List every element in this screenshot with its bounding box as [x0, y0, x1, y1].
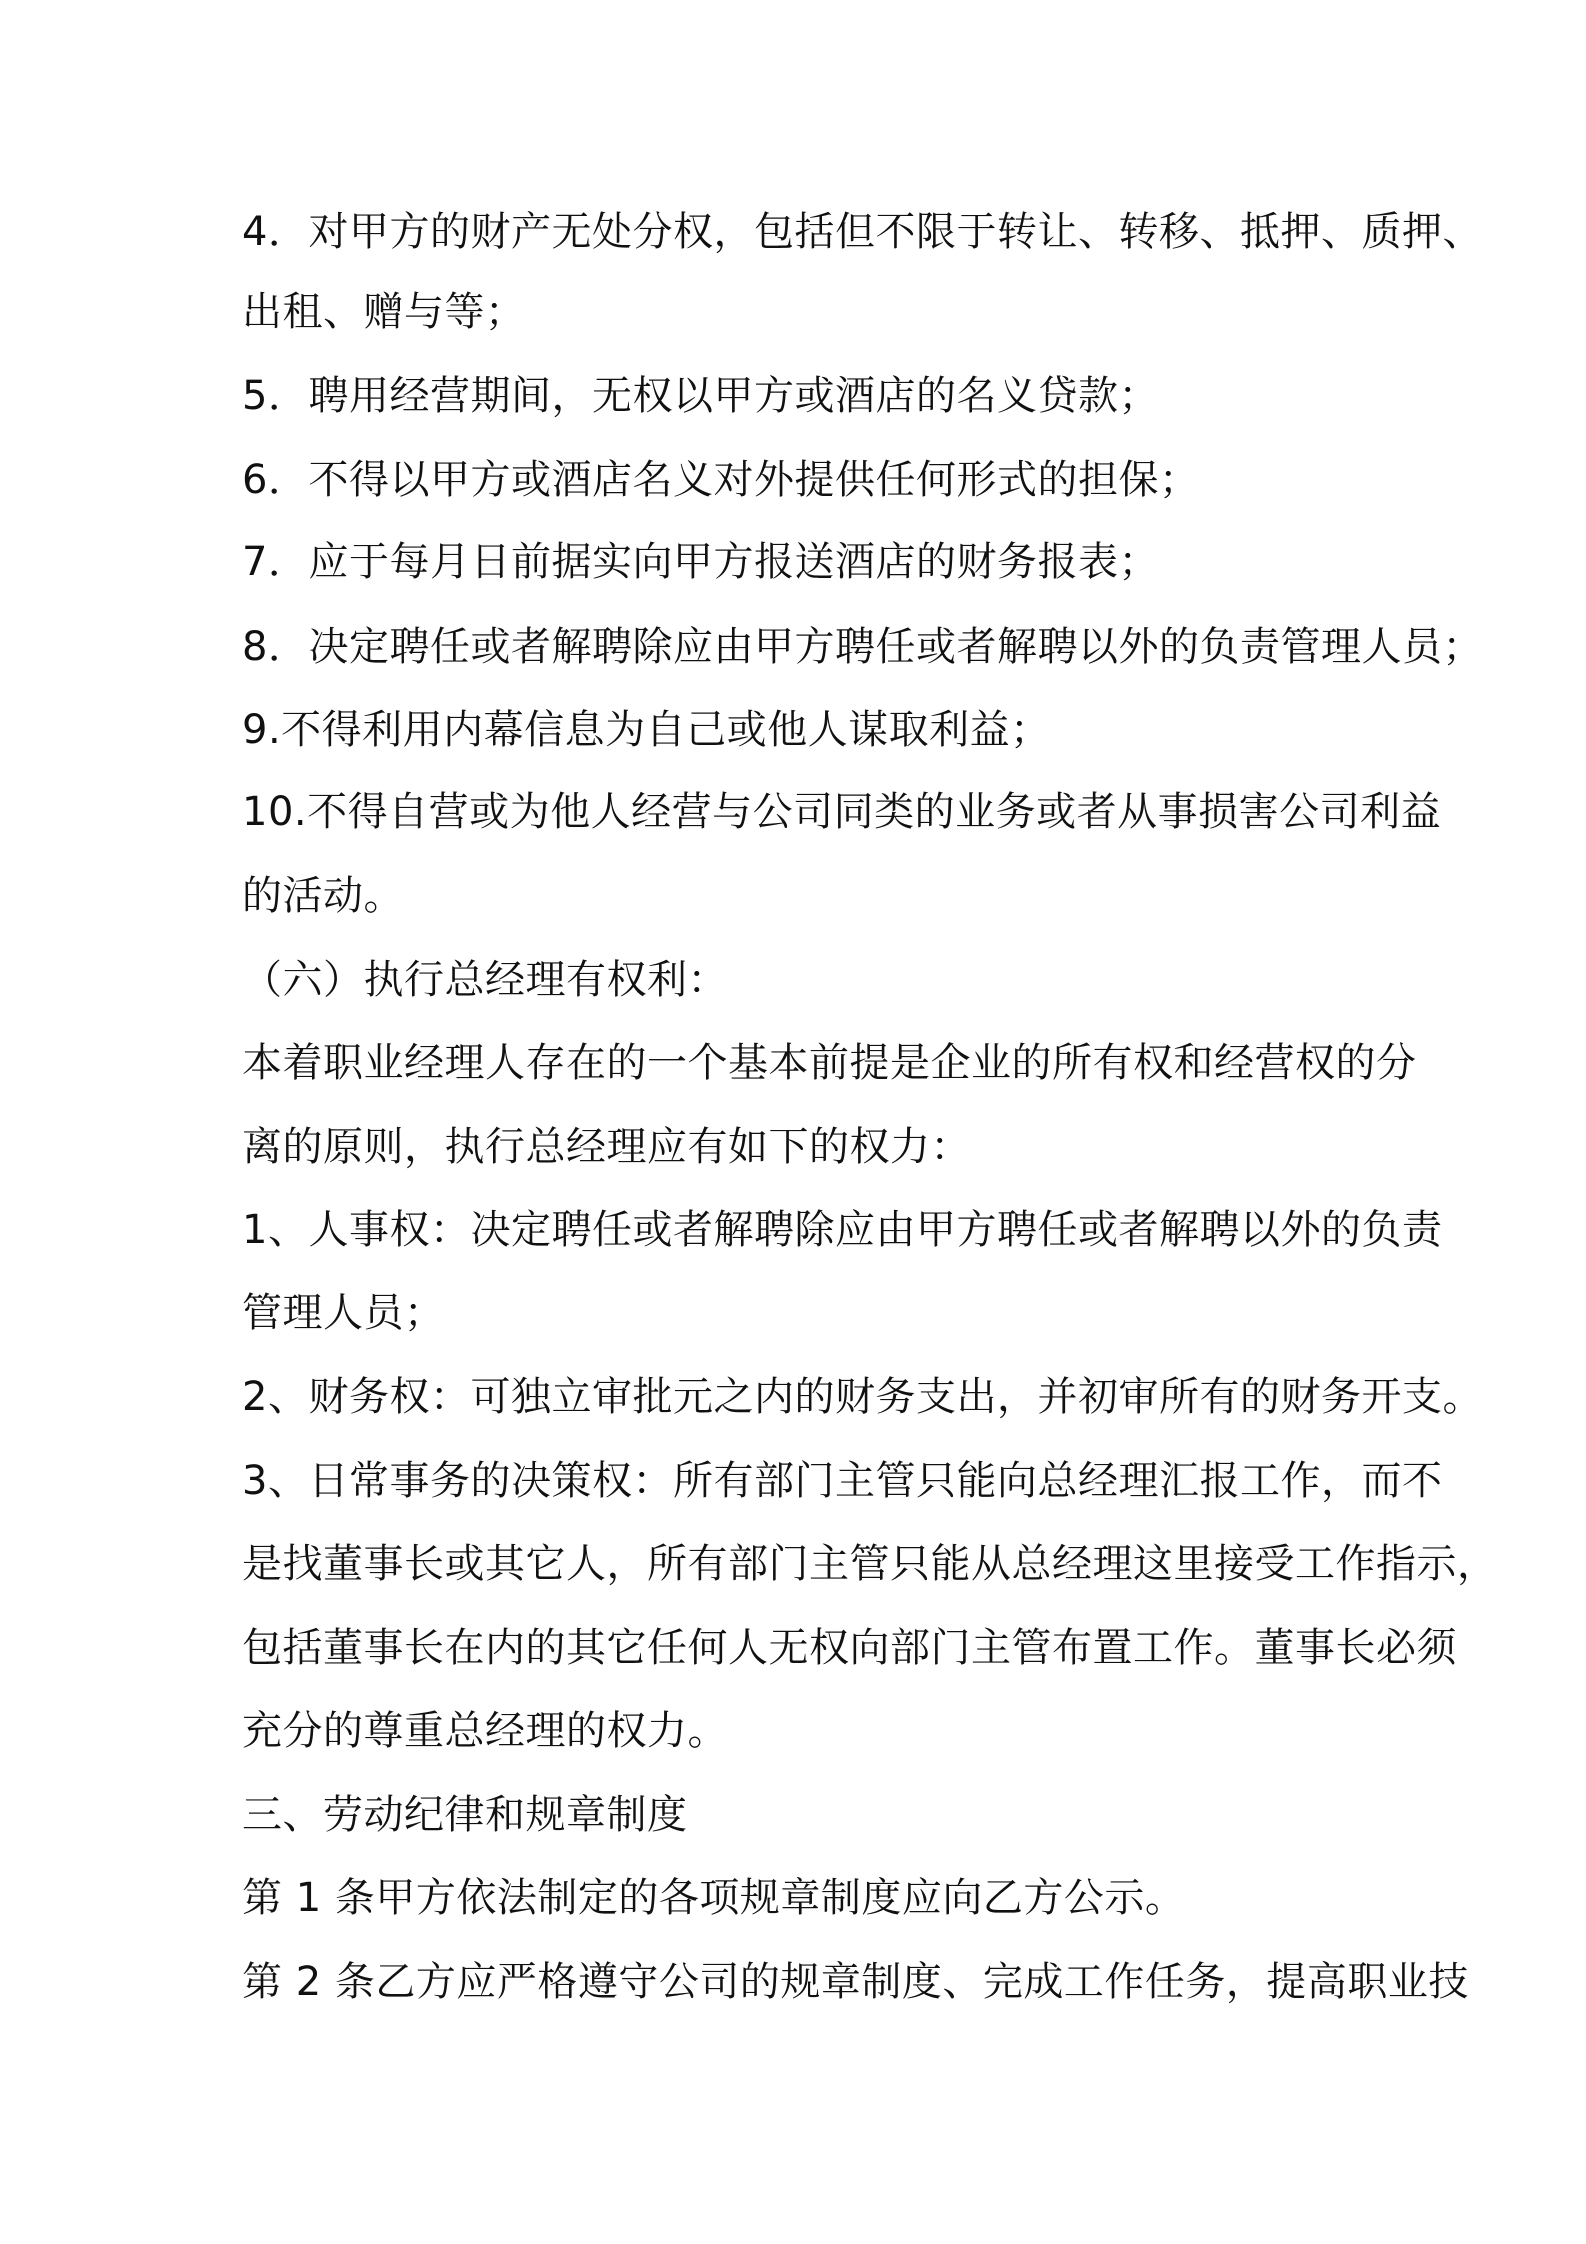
text-line: 4．对甲方的财产无处分权，包括但不限于转让、转移、抵押、质押、: [242, 209, 1483, 255]
text-line: 5．聘用经营期间，无权以甲方或酒店的名义贷款；: [242, 373, 1159, 419]
text-line: 1、人事权：决定聘任或者解聘除应由甲方聘任或者解聘以外的负责: [242, 1207, 1443, 1253]
text-line: 2、财务权：可独立审批元之内的财务支出，并初审所有的财务开支。: [242, 1374, 1483, 1420]
text-line: 本着职业经理人存在的一个基本前提是企业的所有权和经营权的分: [242, 1040, 1417, 1086]
text-line: 离的原则，执行总经理应有如下的权力：: [242, 1124, 971, 1170]
text-line: 7．应于每月日前据实向甲方报送酒店的财务报表；: [242, 539, 1159, 585]
text-line: 的活动。: [242, 873, 404, 919]
text-line: 出租、赠与等；: [242, 289, 526, 335]
text-line: 是找董事长或其它人，所有部门主管只能从总经理这里接受工作指示，: [242, 1541, 1498, 1587]
section-heading: 三、劳动纪律和规章制度: [242, 1792, 688, 1838]
text-line: 第 1 条甲方依法制定的各项规章制度应向乙方公示。: [242, 1875, 1186, 1921]
text-line: 6．不得以甲方或酒店名义对外提供任何形式的担保；: [242, 457, 1200, 503]
text-line: 管理人员；: [242, 1290, 445, 1336]
text-line: 10.不得自营或为他人经营与公司同类的业务或者从事损害公司利益: [242, 789, 1442, 835]
text-line: 8．决定聘任或者解聘除应由甲方聘任或者解聘以外的负责管理人员；: [242, 624, 1483, 670]
text-line: 包括董事长在内的其它任何人无权向部门主管布置工作。董事长必须: [242, 1625, 1457, 1671]
text-line: 充分的尊重总经理的权力。: [242, 1708, 728, 1754]
text-line: 3、日常事务的决策权：所有部门主管只能向总经理汇报工作，而不: [242, 1458, 1443, 1504]
text-line: 第 2 条乙方应严格遵守公司的规章制度、完成工作任务，提高职业技: [242, 1959, 1469, 2005]
text-line: 9.不得利用内幕信息为自己或他人谋取利益；: [242, 707, 1051, 753]
section-heading: （六）执行总经理有权利：: [242, 957, 728, 1003]
